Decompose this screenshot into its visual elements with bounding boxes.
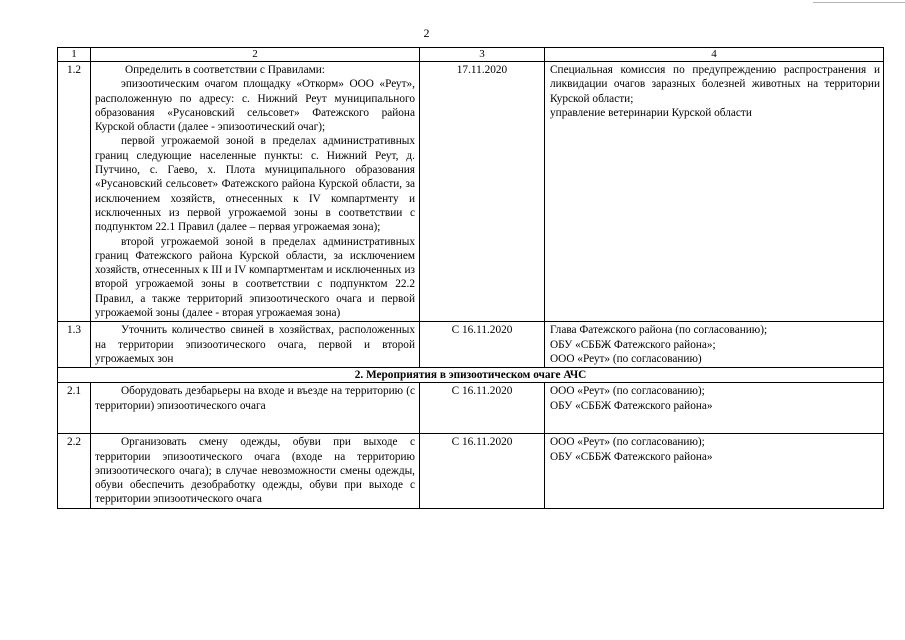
measure-description: [91, 322, 420, 368]
measure-description: [91, 62, 420, 322]
header-col-4: 4: [545, 48, 884, 62]
responsible-parties: [545, 322, 884, 368]
responsible-line: ООО «Реут» (по согласованию);: [550, 385, 705, 398]
row-number: 2.1: [58, 383, 91, 434]
responsible-parties: [545, 62, 884, 322]
deadline-date: С 16.11.2020: [420, 434, 545, 508]
responsible-line: ООО «Реут» (по согласованию);: [550, 436, 705, 449]
paragraph: Уточнить количество свиней в хозяйствах, расположенных на территории эпизоотического очага, первой и второй угрожаемых зон: [95, 324, 415, 365]
responsible-line: ОБУ «СББЖ Фатежского района»: [550, 399, 713, 412]
paragraph: первой угрожаемой зоной в пределах административных границ следующие населенные пункты: с. Нижний Реут, д. Путчино, с. Гаево, х. Плота муниципального образования «Русановский сельсовет» Фатежского района Курской области, за исключением хозяйств, отнесенных к IV компартменту и исключенных из первой угрожаемой зоны в соответствии с подпунктом 22.1 Правил (далее – первая угрожаемая зона);: [95, 135, 415, 234]
paragraph: Оборудовать дезбарьеры на входе и въезде на территорию (с территории) эпизоотического очага: [95, 385, 415, 412]
section-heading-row: [58, 368, 884, 383]
paragraph: Организовать смену одежды, обуви при выходе с территории эпизоотического очага (входе на территорию эпизоотического очага); в случае невозможности смены одежды, обуви обеспечить дезобработку одежды, обуви при выходе с территории эпизоотического очага: [95, 436, 415, 506]
row-number: 2.2: [58, 434, 91, 508]
paragraph: второй угрожаемой зоной в пределах административных границ Фатежского района Курской области, за исключением хозяйств, отнесенных к III и IV компартментам и исключенных из второй угрожаемой зоны в соответствии с подпунктом 22.2 Правил, а также территорий эпизоотического очага и первой угрожаемой зоны (далее - вторая угрожаемая зона): [95, 235, 415, 320]
header-col-1: 1: [58, 48, 91, 62]
paragraph: эпизоотическим очагом площадку «Откорм» ООО «Реут», расположенную по адресу: с. Нижний Реут муниципального образования «Русановский сельсовет» Фатежского района Курской области (далее - эпизоотический очаг);: [95, 78, 415, 134]
responsible-parties: [545, 383, 884, 434]
table-row: [58, 383, 884, 434]
deadline-date: С 16.11.2020: [420, 383, 545, 434]
paragraph: Определить в соответствии с Правилами:: [125, 64, 325, 76]
header-col-3: 3: [420, 48, 545, 62]
responsible-line: Глава Фатежского района (по согласованию);: [550, 324, 768, 337]
responsible-line: Специальная комиссия по предупреждению распространения и ликвидации очагов заразных болезней животных на территории Курской области;: [550, 64, 880, 105]
responsible-line: ОБУ «СББЖ Фатежского района»;: [550, 338, 716, 351]
measure-description: [91, 383, 420, 434]
responsible-parties: [545, 434, 884, 508]
deadline-date: 17.11.2020: [420, 62, 545, 322]
measures-table: [57, 47, 884, 509]
measure-description: [91, 434, 420, 508]
table-row: [58, 434, 884, 508]
section-heading: 2. Мероприятия в эпизоотическом очаге АЧС: [58, 368, 884, 383]
top-rule: [813, 2, 905, 3]
table-row: [58, 322, 884, 368]
header-col-2: 2: [91, 48, 420, 62]
responsible-line: ООО «Реут» (по согласованию): [550, 352, 702, 365]
table-row: [58, 62, 884, 322]
row-number: 1.2: [58, 62, 91, 322]
deadline-date: С 16.11.2020: [420, 322, 545, 368]
row-number: 1.3: [58, 322, 91, 368]
table-header-row: [58, 48, 884, 62]
responsible-line: управление ветеринарии Курской области: [550, 106, 752, 119]
responsible-line: ОБУ «СББЖ Фатежского района»: [550, 450, 713, 463]
page-number: 2: [423, 26, 430, 40]
